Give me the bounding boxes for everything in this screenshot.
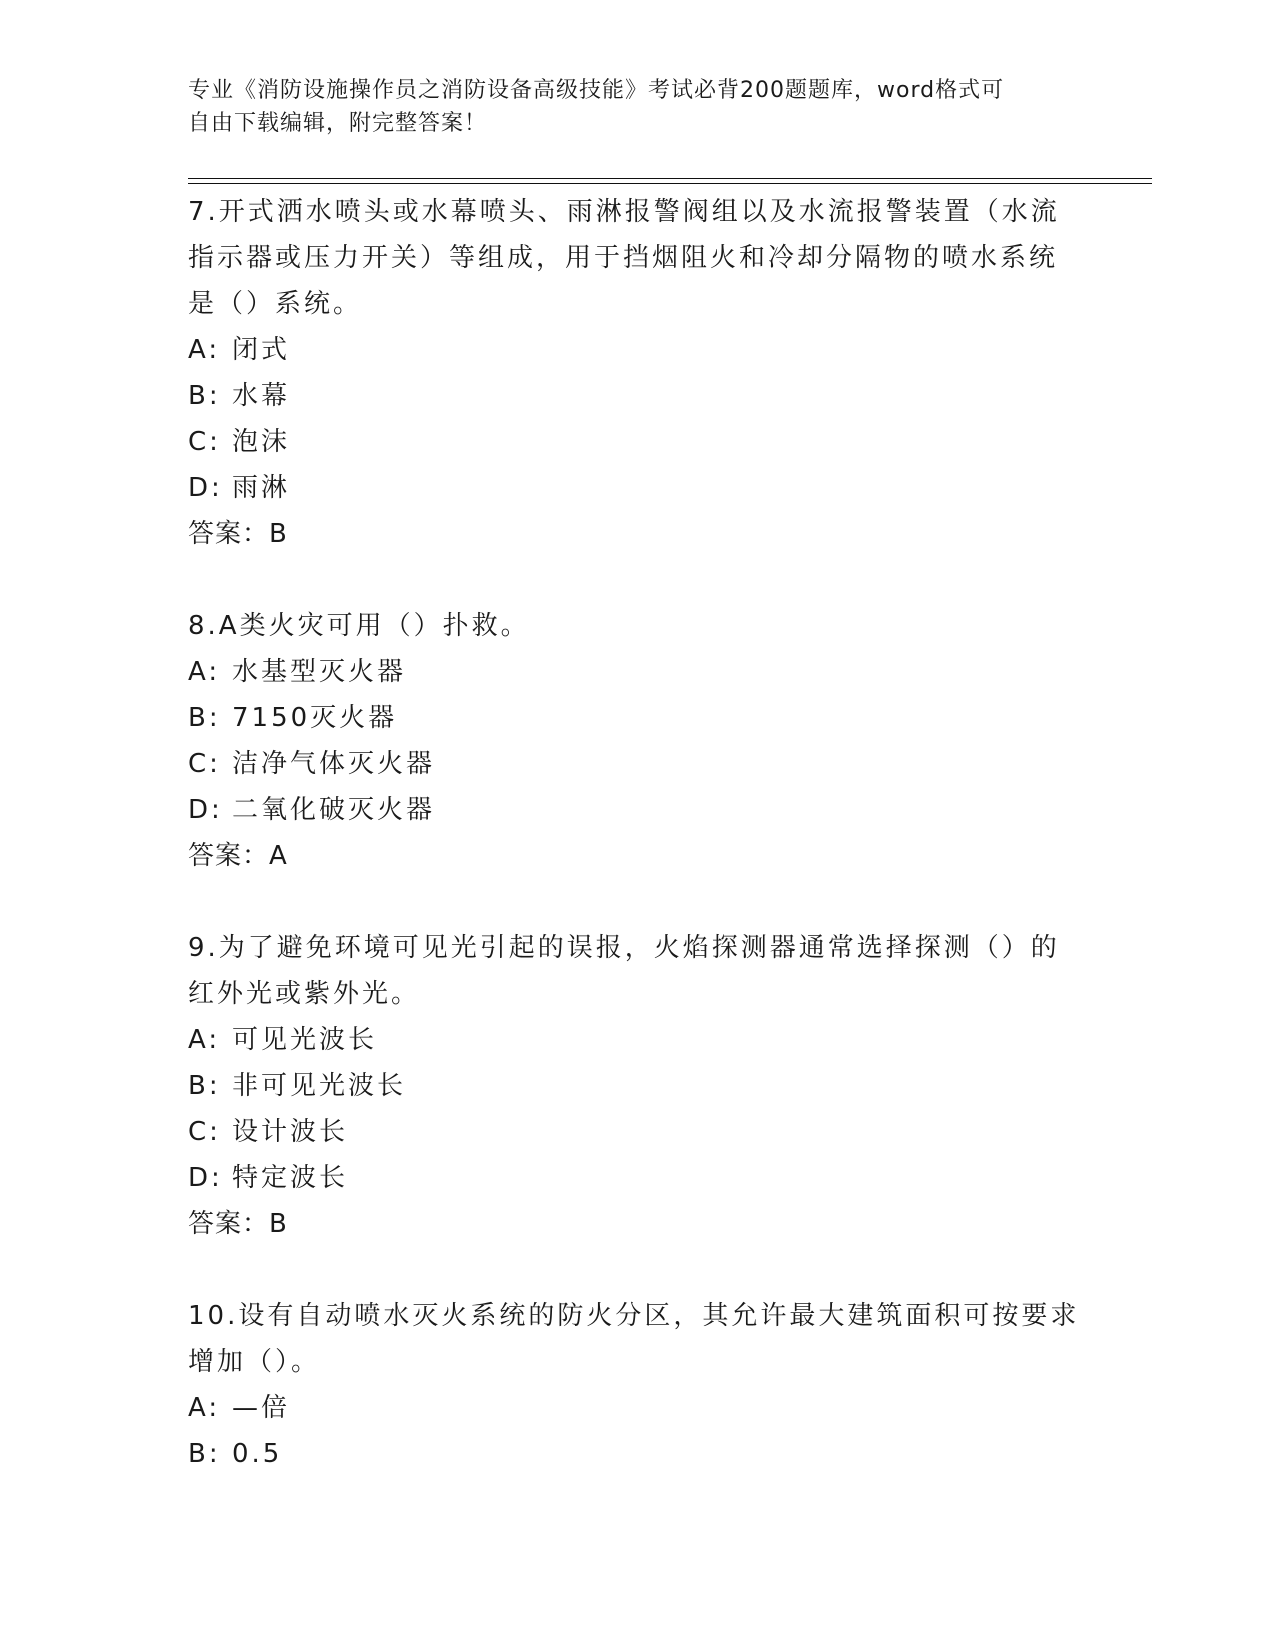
option-key: B: [188,1071,221,1101]
option-text: 设计波长 [232,1117,349,1147]
option-text: 雨淋 [232,473,291,503]
answer-line: 答案：A [188,841,288,871]
question-line: 是（）系统。 [188,289,363,319]
option-a [188,1385,1088,1431]
option-b [188,1431,1088,1477]
answer-line: 答案：B [188,519,288,549]
question-block-9 [188,925,1088,1247]
question-stem [188,925,1088,1017]
option-text: 7150灭火器 [232,703,398,733]
answer-line: 答案：B [188,1209,288,1239]
option-text: —倍 [232,1393,291,1423]
document-header [188,74,1068,140]
option-text: 闭式 [232,335,291,365]
option-b [188,1063,1088,1109]
question-list [188,189,1088,1523]
header-line-1: 专业《消防设施操作员之消防设备高级技能》考试必背200题题库，word格式可 [188,78,1005,103]
question-stem [188,603,1088,649]
option-text: 洁净气体灭火器 [232,749,436,779]
option-key: B: [188,1439,221,1469]
option-c [188,1109,1088,1155]
question-line: 增加（）。 [188,1347,321,1377]
option-text: 水基型灭火器 [232,657,407,687]
option-key: A: [188,1025,221,1055]
option-key: A: [188,1393,221,1423]
option-text: 二氧化破灭火器 [232,795,436,825]
option-text: 非可见光波长 [232,1071,407,1101]
question-block-8 [188,603,1088,879]
option-text: 可见光波长 [232,1025,378,1055]
option-key: D: [188,795,223,825]
option-text: 0.5 [232,1439,283,1469]
option-b [188,695,1088,741]
option-text: 特定波长 [232,1163,349,1193]
option-a [188,1017,1088,1063]
option-text: 水幕 [232,381,291,411]
option-key: B: [188,703,221,733]
question-block-10 [188,1293,1088,1477]
option-a [188,649,1088,695]
question-stem [188,189,1088,327]
question-line: 9.为了避免环境可见光引起的误报，火焰探测器通常选择探测（）的 [188,933,1060,963]
option-d [188,787,1088,833]
question-stem [188,1293,1088,1385]
option-key: B: [188,381,221,411]
option-key: D: [188,1163,223,1193]
header-divider-bottom [188,183,1152,184]
option-c [188,741,1088,787]
question-line: 红外光或紫外光。 [188,979,421,1009]
option-key: D: [188,473,223,503]
option-b [188,373,1088,419]
question-line: 7.开式洒水喷头或水幕喷头、雨淋报警阀组以及水流报警装置（水流 [188,197,1060,227]
option-d [188,465,1088,511]
option-key: A: [188,657,221,687]
option-a [188,327,1088,373]
option-key: C: [188,749,221,779]
header-line-2: 自由下载编辑，附完整答案！ [188,111,488,136]
header-divider-top [188,178,1152,179]
question-line: 10.设有自动喷水灭火系统的防火分区，其允许最大建筑面积可按要求 [188,1301,1080,1331]
option-c [188,419,1088,465]
option-key: C: [188,427,221,457]
option-key: C: [188,1117,221,1147]
question-block-7 [188,189,1088,557]
question-line: 指示器或压力开关）等组成，用于挡烟阻火和冷却分隔物的喷水系统 [188,243,1059,273]
option-text: 泡沫 [232,427,291,457]
option-d [188,1155,1088,1201]
question-line: 8.A类火灾可用（）扑救。 [188,611,530,641]
option-key: A: [188,335,221,365]
